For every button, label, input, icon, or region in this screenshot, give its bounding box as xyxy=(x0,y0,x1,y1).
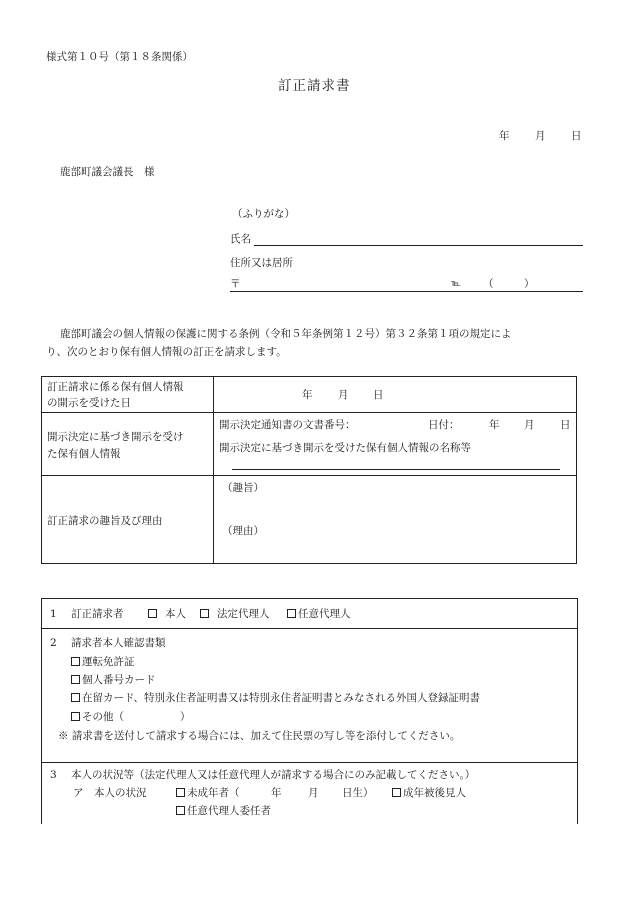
section-divider-2 xyxy=(41,762,577,763)
row1-day: 日 xyxy=(373,389,384,401)
table-row-divider-1 xyxy=(41,412,577,413)
checkbox-icon xyxy=(71,657,80,666)
row2-name-label: 開示決定に基づき開示を受けた保有個人情報の名称等 xyxy=(219,442,471,454)
checkbox-legal-rep-label: 法定代理人 xyxy=(217,608,270,620)
row3-reason-label: （理由） xyxy=(222,525,264,537)
checkbox-icon xyxy=(176,788,185,797)
row2-date-label: 日付： xyxy=(428,419,460,431)
row2-name-field[interactable] xyxy=(232,469,560,470)
minor-year: 年 xyxy=(271,787,282,799)
checkbox-icon xyxy=(200,609,209,618)
section1-label: 訂正請求者 xyxy=(71,608,124,620)
minor-birth: 日生） xyxy=(342,787,374,799)
row3-label: 訂正請求の趣旨及び理由 xyxy=(47,515,163,527)
row2-month: 月 xyxy=(524,419,535,431)
section2-label: 請求者本人確認書類 xyxy=(71,637,166,649)
section3-subheading: ア 本人の状況 xyxy=(73,787,147,799)
address-label: 住所又は居所 xyxy=(230,257,293,269)
checkbox-minor-label: 未成年者（ xyxy=(187,787,240,799)
checkbox-mynumber-card[interactable] xyxy=(71,675,156,686)
checkbox-delegator[interactable] xyxy=(176,806,271,817)
date-year-label: 年 xyxy=(499,130,510,142)
furigana-label: （ふりがな） xyxy=(232,208,295,220)
row1-label-line1: 訂正請求に係る保有個人情報 xyxy=(47,381,184,393)
intro-line-2: り、次のとおり保有個人情報の訂正を請求します。 xyxy=(46,346,287,358)
date-day-label: 日 xyxy=(571,130,582,142)
checkbox-delegator-label: 任意代理人委任者 xyxy=(187,805,271,817)
other-paren-close: ） xyxy=(180,711,191,723)
tel-paren-close: ） xyxy=(524,278,535,290)
address-field[interactable] xyxy=(230,291,583,292)
checkbox-icon xyxy=(392,788,401,797)
row2-day: 日 xyxy=(560,419,571,431)
checkbox-self[interactable] xyxy=(148,609,186,620)
row1-label-line2: の開示を受けた日 xyxy=(47,397,131,409)
row1-month: 月 xyxy=(338,389,349,401)
checkbox-adult-guardian[interactable] xyxy=(392,788,466,799)
section-right-border xyxy=(577,598,578,824)
checkbox-voluntary-rep[interactable] xyxy=(287,609,351,620)
checkbox-icon xyxy=(148,609,157,618)
section1-number: 1 xyxy=(50,608,57,620)
section3-label: 本人の状況等（法定代理人又は任意代理人が請求する場合にのみ記載してください。） xyxy=(71,769,476,781)
name-field[interactable] xyxy=(254,245,583,246)
checkbox-legal-rep[interactable] xyxy=(200,609,270,620)
checkbox-residence-card-label: 在留カード、特別永住者証明書又は特別永住者証明書とみなされる外国人登録証明書 xyxy=(82,692,481,704)
section-divider-1 xyxy=(41,628,577,629)
section3-number: 3 xyxy=(50,769,57,781)
checkbox-icon xyxy=(71,675,80,684)
name-label: 氏名 xyxy=(230,233,251,245)
row2-year: 年 xyxy=(489,419,500,431)
section2-number: 2 xyxy=(50,637,57,649)
minor-month: 月 xyxy=(308,787,319,799)
tel-paren-open: （ xyxy=(483,278,494,290)
row2-label-line2: た保有個人情報 xyxy=(47,448,121,460)
date-month-label: 月 xyxy=(535,130,546,142)
checkbox-self-label: 本人 xyxy=(165,608,186,620)
row1-year: 年 xyxy=(302,389,313,401)
section-left-border xyxy=(41,598,42,824)
table-column-divider xyxy=(213,376,214,564)
table-row-divider-2 xyxy=(41,475,577,476)
checkbox-icon xyxy=(71,712,80,721)
checkbox-adult-guardian-label: 成年被後見人 xyxy=(403,787,466,799)
section2-note: ※ 請求書を送付して請求する場合には、加えて住民票の写し等を添付してください。 xyxy=(58,730,461,742)
checkbox-other-document[interactable] xyxy=(71,712,124,723)
checkbox-minor[interactable] xyxy=(176,788,240,799)
postal-mark: 〒 xyxy=(230,278,241,290)
row2-label-line1: 開示決定に基づき開示を受け xyxy=(47,431,184,443)
checkbox-mynumber-card-label: 個人番号カード xyxy=(82,674,156,686)
checkbox-icon xyxy=(176,806,185,815)
checkbox-icon xyxy=(71,693,80,702)
row3-purpose-label: （趣旨） xyxy=(222,482,264,494)
intro-line-1: 鹿部町議会の個人情報の保護に関する条例（令和５年条例第１２号）第３２条第１項の規定によ xyxy=(60,328,512,340)
page-title: 訂正請求書 xyxy=(278,78,351,94)
checkbox-drivers-license-label: 運転免許証 xyxy=(82,656,135,668)
section-top-border xyxy=(41,598,577,599)
checkbox-other-label: その他（ xyxy=(82,711,124,723)
checkbox-voluntary-rep-label: 任意代理人 xyxy=(298,608,351,620)
addressee: 鹿部町議会議長 様 xyxy=(60,166,155,178)
checkbox-icon xyxy=(287,609,296,618)
row2-doc-number-label: 開示決定通知書の文書番号： xyxy=(219,419,356,431)
checkbox-drivers-license[interactable] xyxy=(71,657,135,668)
checkbox-residence-card[interactable] xyxy=(71,693,480,704)
tel-label: ℡ xyxy=(451,279,461,289)
form-number: 様式第１０号（第１８条関係） xyxy=(46,51,193,63)
